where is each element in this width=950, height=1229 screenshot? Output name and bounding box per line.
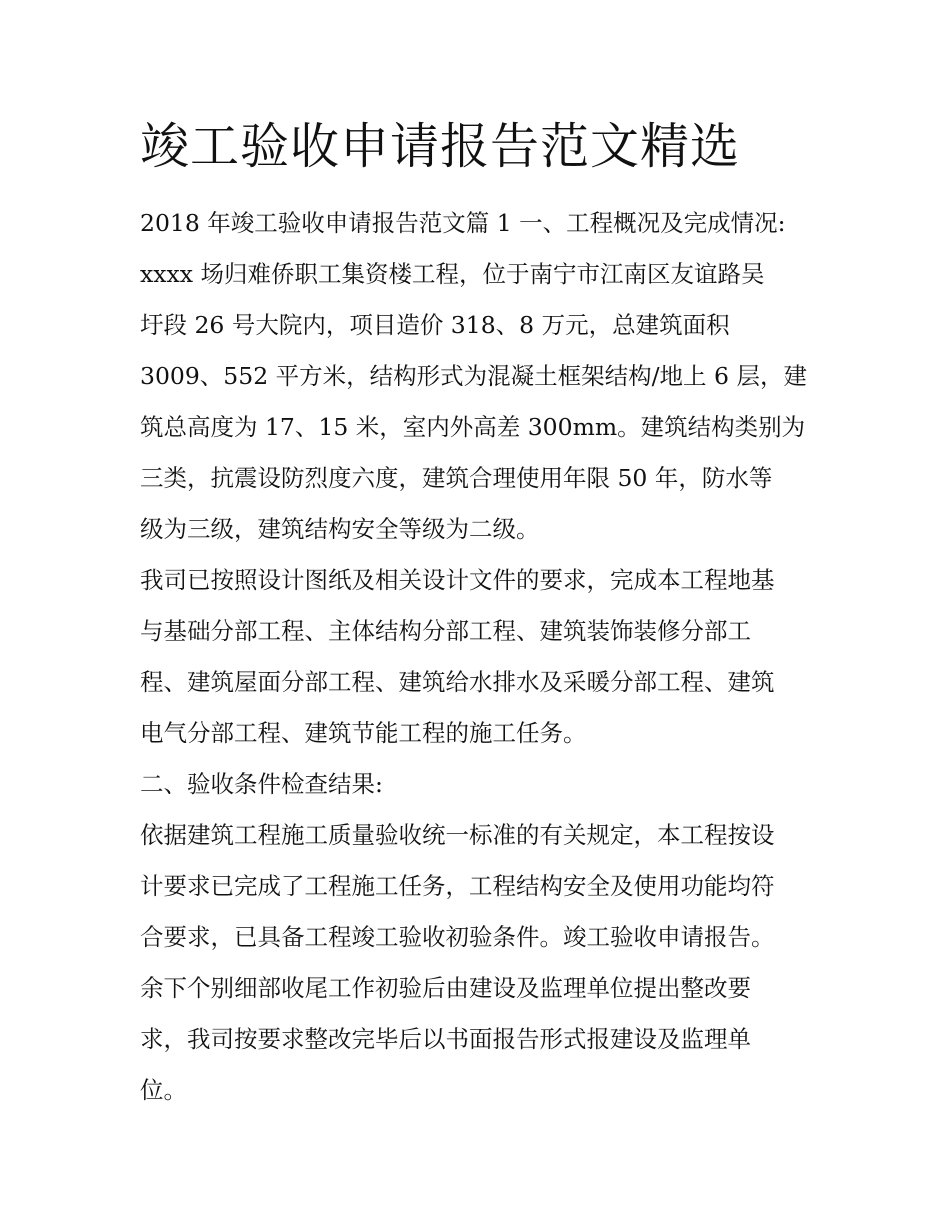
page-title: 竣工验收申请报告范文精选 — [140, 118, 741, 175]
text-line: 级为三级，建筑结构安全等级为二级。 — [140, 515, 540, 543]
text-line: 与基础分部工程、主体结构分部工程、建筑装饰装修分部工 — [140, 617, 751, 645]
section-heading: 二、验收条件检查结果: — [140, 770, 383, 798]
text-line: 2018 年竣工验收申请报告范文篇 1 一、工程概况及完成情况: — [140, 209, 786, 237]
text-line: 合要求，已具备工程竣工验收初验条件。竣工验收申请报告。 — [140, 923, 775, 951]
text-line: 程、建筑屋面分部工程、建筑给水排水及采暖分部工程、建筑 — [140, 668, 775, 696]
text-line: 我司已按照设计图纸及相关设计文件的要求，完成本工程地基 — [140, 566, 775, 594]
text-line: 圩段 26 号大院内，项目造价 318、8 万元，总建筑面积 — [140, 311, 730, 339]
text-line: 余下个别细部收尾工作初验后由建设及监理单位提出整改要 — [140, 974, 751, 1002]
text-line: 依据建筑工程施工质量验收统一标准的有关规定，本工程按设 — [140, 821, 775, 849]
text-line: 筑总高度为 17、15 米，室内外高差 300mm。建筑结构类别为 — [140, 413, 806, 441]
text-line: 求，我司按要求整改完毕后以书面报告形式报建设及监理单 — [140, 1025, 751, 1053]
text-line: 计要求已完成了工程施工任务，工程结构安全及使用功能均符 — [140, 872, 775, 900]
text-line: 电气分部工程、建筑节能工程的施工任务。 — [140, 719, 587, 747]
text-line: 3009、552 平方米，结构形式为混凝土框架结构/地上 6 层，建 — [140, 362, 807, 390]
text-line: 三类，抗震设防烈度六度，建筑合理使用年限 50 年，防水等 — [140, 464, 773, 492]
text-line: 位。 — [140, 1076, 187, 1104]
text-line: xxxx 场归难侨职工集资楼工程，位于南宁市江南区友谊路吴 — [140, 260, 765, 288]
